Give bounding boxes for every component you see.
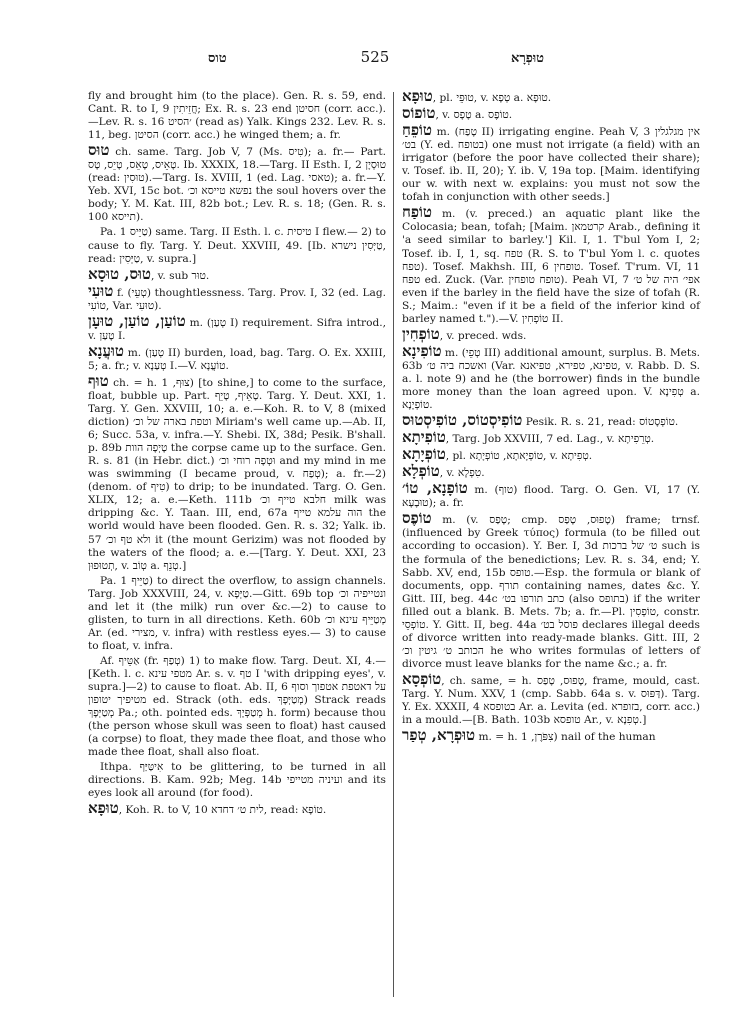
entry-headword: טוֹפִיתָא	[402, 428, 446, 447]
dictionary-entry	[88, 311, 386, 343]
dictionary-entry	[88, 799, 386, 818]
dictionary-entry	[402, 203, 701, 325]
dictionary-entry	[402, 324, 700, 343]
entry-headword: טוֹפוֹס	[402, 104, 436, 123]
dictionary-entry	[402, 104, 700, 123]
entry-text: , v. טָפָס a. טוֹפֶס.	[435, 109, 513, 122]
entry-headword: טוּס, טוּסָא	[88, 264, 151, 283]
entry-headword: טוּעֲנָא	[88, 341, 124, 360]
entry-headword: טוּפְרָא, טְפַר	[402, 726, 476, 745]
entry-headword: טוֹפִיסְטוֹס, טוֹפִיסְטוּס	[402, 411, 523, 430]
dictionary-entry	[88, 371, 387, 573]
entry-subsense	[88, 761, 386, 800]
entry-subsense	[88, 226, 386, 265]
entry-text: m. (טְפֵי III) additional amount, surplus. B. Mets. 63b ואשכח ביה ט׳ (Var. טפינא, טפירא, טפיאנא, v. Rabb. D. S. a. l. note 9) and he (the borrower) finds in the bundle more money than the loan agreed upon. V. טְפִינָא a. טוֹפְיָנָא.	[402, 346, 700, 412]
dictionary-entry	[402, 411, 700, 430]
entry-continuation	[88, 90, 386, 142]
dictionary-entry	[402, 479, 700, 510]
dictionary-entry	[88, 264, 386, 283]
entry-headword: טוֹפֵחַ	[402, 121, 432, 140]
entry-text: , Targ. Job XXVIII, 7 ed. Lag., v. טְרֵפִיתָא.	[445, 433, 655, 446]
entry-headword: טוֹפֶס	[402, 509, 432, 528]
entry-text: m. = h. צִפֹּרֶן, 1) nail of the human	[475, 731, 656, 744]
entry-text: , v. טִפְלָא.	[439, 467, 485, 480]
entry-text: , Koh. R. to V, 10 לית ט׳ דחדא, read: טוֹפָא.	[118, 804, 327, 817]
dictionary-entry	[402, 341, 700, 412]
entry-text: , v. preced. wds.	[439, 329, 527, 342]
entry-headword: טוּס	[88, 141, 110, 160]
left-column	[88, 90, 386, 819]
column-divider	[393, 92, 394, 997]
entry-headword: טוֹפִינָא	[402, 341, 442, 360]
entry-text: , v. sub טוּר.	[150, 269, 210, 282]
page-number: 525	[360, 48, 390, 66]
dictionary-entry	[402, 445, 700, 464]
header-right-guideword: טוּפְרָא	[511, 51, 544, 66]
entry-text: Pa. טַיֵּיס 1) same. Targ. II Esth. l. c. טיסית I flew.— 2) to cause to fly. Targ. Y. Deut. XXVIII, 49. [Ib. טַיְּסִין נישרא, read: טַיְּסִין, v. supra.]	[88, 226, 386, 265]
entry-text: Pa. טַיֵּיף 1) to direct the overflow, to assign channels. Targ. Job XXXVIII, 24, v. טַיְּפָא.—Gitt. 69b top ונטייפיה וכ׳ and let it (the milk) run over &c.—2) to cause to glisten, to turn in all directions. Keth. 60b מְטַיֵּיף עינא וכ׳ Ar. (ed. מצירי, v. infra) with restless eyes.— 3) to cause to float, v. infra.	[88, 574, 387, 652]
dictionary-entry	[88, 281, 387, 313]
entry-headword: טוֹפָנָא, טוֹ׳	[402, 479, 468, 498]
entry-text: ch. = h. צוּף, 1) [to shine,] to come to the surface, float, bubble up. Part. טָאֵיף, טָיֵף. Targ. Y. Deut. XXI, 1. Targ. Y. Gen. XXVIII, 10; a. e.—Koh. R. to V, 8 (mixed diction) וטפת בארה של וכ׳ Miriam's well came up.—Ab. II, 6; Succ. 53a, v. infra.—Y. Shebi. IX, 38d; Pesik. B'shall. p. 89b טָיְפָה הוות the corpse came up to the surface. Gen. R. s. 81 (in Hebr. dict.) וּטְפָה רוחי וכ׳ and my mind in me was swimming (I became proud, v. טְפַח); a. fr.—2) (denom. of טִיף) to drip; to be inundated. Targ. O. Gen. XLIX, 12; a. e.—Keth. 111b חלבא טייף וכ׳ milk was dripping &c. Y. Taan. III, end, 67a הוה עלמא טייף the world would have been flooded. Gen. R. s. 32; Yalk. ib. 57 ולא טף וכ׳ it (the mount Gerizim) was not flooded by the waters of the flood; a. e.—[Targ. Y. Deut. XXI, 23 תְטוּפוּן, v. טְוֹב a. טְנֵף.]	[88, 376, 387, 572]
entry-text: m. (טְעַן I) requirement. Sifra introd., v. טָעַן I.	[88, 316, 386, 342]
entry-subsense	[88, 575, 386, 653]
entry-text: m. (v. preced.) an aquatic plant like the Colocasia; bean, tofah; [Maim. קרטמאן Arab., defining it 'a seed similar to barley.'] Kil. I, 1. T'bul Yom I, 2; Tosef. ib. I, 1, sq. טפח (R. S. to T'bul Yom l. c. quotes טפח). Tosef. Makhsh. III, 6 טופחין. Tosef. T'rum. VI, 11 טפח ed. Zuck. (Var. טופח טופחין). Peah VI, 7 אפי׳ היה של ט׳ even if the barley in the field have the size of tofah (R. S.; Maim.: "even if it be a field of the inferior kind of barley named t.").—V. טוֹפְחִין II.	[402, 208, 701, 325]
entry-text: Ithpa. אִיטַּיַּף to be glittering, to be turned in all directions. B. Kam. 92b; Meg. 14b ועיניה מטייפי and its eyes look all around (for food).	[88, 761, 386, 800]
entry-headword: טוּפָא	[88, 799, 119, 818]
entry-headword: טוֹפְסָא	[402, 669, 442, 688]
dictionary-entry	[88, 141, 387, 224]
entry-headword: טוֹפַח	[402, 203, 432, 222]
entry-headword: טוֹפְחִין	[402, 324, 440, 343]
entry-subsense	[88, 655, 386, 759]
entry-text: fly and brought him (to the place). Gen. R. s. 59, end. Cant. R. to I, 9 חֲזֵיתִין; Ex. R. s. 23 end חסיטן (corr. acc.).—Lev. R. s. 16 ׳הסיט (read as) Yalk. Kings 232. Lev. R. s. 11, beg. הסיטן (corr. acc.) he winged them; a. fr.	[88, 90, 386, 142]
entry-headword: טוּעִי	[88, 281, 114, 300]
entry-text: m. (טָפַח II) irrigating engine. Peah V, 3 אין מגלגלין בט׳ (Y. ed. בטופח) one must not irrigate (a field) with an irrigator (before the poor have collected their share); v. Tosef. ib. II, 20); Y. ib. V, 19a top. [Maim. identifying our w. with next w. explains: you must not sow the tofah in conjunction with other seeds.]	[402, 126, 701, 204]
entry-text: Pesik. R. s. 21, read: טוֹפְסָטוֹס.	[522, 416, 679, 429]
running-header	[88, 48, 662, 70]
dictionary-entry	[402, 669, 700, 727]
entry-text: m. (טְעַן II) burden, load, bag. Targ. O. Ex. XXIII, 5; a. fr.; v. טְעַנָא I.—V. טוֹעֲנָא.	[88, 346, 386, 372]
entry-headword: טוּפָא	[402, 87, 433, 105]
dictionary-entry	[402, 726, 700, 745]
entry-text: , ch. same, = h. טָפוּס, טָפַס, frame, mould, cast. Targ. Y. Num. XXV, 1 (cmp. Sabb. 64a s. v. דַּפּוּס). Targ. Y. Ex. XXXII, 4 בטופסא Ar. a. Levita (ed. בזופרא, corr. acc.) in a mould.—[B. Bath. 103b טופסא Ar., v. טְפִנָא.]	[402, 674, 700, 727]
entry-headword: טוֹעַן, טוֹעַן, טוּעָן	[88, 311, 186, 330]
entry-text: , pl. טוֹפְיָאתָא, טוֹפְיָתָא, v. טְפִיתָא.	[445, 450, 593, 463]
entry-text: m. (טוף) flood. Targ. O. Gen. VI, 17 (Y. טוּבָעָא); a. fr.	[402, 484, 700, 510]
entry-text: ch. same. Targ. Job V, 7 (Ms. טִיס); a. fr.— Part. טָאֵיס, טָאֵס, טָיֵס, טָס. Ib. XXXIX, 18.—Targ. II Esth. I, 2 טוּסְיָן (read: טוּסִין).—Targ. Is. XVIII, 1 (ed. Lag. טאסי); a. fr.—Y. Yeb. XVI, 15c bot. נפשא טייסא וכ׳ the soul hovers over the body; Y. M. Kat. III, 82b bot.; Lev. R. s. 18; (Gen. R. s. 100 תייסא).	[88, 146, 387, 224]
dictionary-entry	[402, 121, 701, 204]
entry-headword: טוֹפְלָא	[402, 462, 440, 481]
dictionary-entry	[402, 509, 701, 671]
dictionary-entry	[88, 341, 386, 373]
entry-headword: טוּף	[88, 371, 109, 390]
dictionary-entry	[402, 87, 700, 105]
header-left-guideword: טוס	[208, 51, 227, 66]
dictionary-entry	[402, 428, 700, 447]
entry-text: Af. אַטֵּיף (fr. טְפַף) 1) to make flow. Targ. Deut. XI, 4.—[Keth. l. c. מטפי עינא Ar. s. v. טף I 'with dripping eyes', v. supra.]—2) to cause to float. Ab. II, 6 על דאטפת אטפוך וסוף מטיפיך יטופון ed. Strack (oth. eds. מְטַיְּפָךְ) Strack reads מְטַיְּפָךְ Pa.; oth. pointed eds. מְטַפְּיָךְ h. form) because thou (the person whose skull was seen to float) hast caused (a corpse) to float, they made thee float, and those who made thee float, shall also float.	[88, 654, 387, 759]
dictionary-entry	[402, 462, 700, 481]
entry-text: , pl. טוּפֵי, v. טְפָא a. טוּפָא.	[432, 92, 552, 104]
entry-text: m. (v. טָפַס; cmp. טָפוּס, טָפַס) frame; trnsf. (influenced by Greek τύπος) formula (to be filled out according to occasion). Y. Ber. I, 3d ט׳ של ברכות such is the formula of the benedictions; Lev. R. s. 34, end; Y. Sabb. XV, end, 15b טופס.—Esp. the formula or blank of documents, opp. תורף containing names, dates &c. Y. Gitt. III, beg. 44c כתב תורפו בט׳ (also בתופס) if the writer filled out a blank. B. Mets. 7b; a. fr.—Pl. טוֹפְסִין, constr. טוֹפְסֵי. Y. Gitt. II, beg. 44a פוסל בט׳ declares illegal deeds of divorce written into ready-made blanks. Gitt. III, 2 הכותב ט׳ גיטין וכ׳ he who writes formulas of letters of divorce must leave blanks for the name &c.; a. fr.	[402, 514, 701, 670]
right-column	[402, 87, 701, 746]
entry-headword: טוֹפְיָתָא	[402, 445, 446, 464]
entry-text: f. (טְעֵי) thoughtlessness. Targ. Prov. I, 32 (ed. Lag. טוֹעִי, Var. טוּעִי).	[88, 286, 387, 312]
